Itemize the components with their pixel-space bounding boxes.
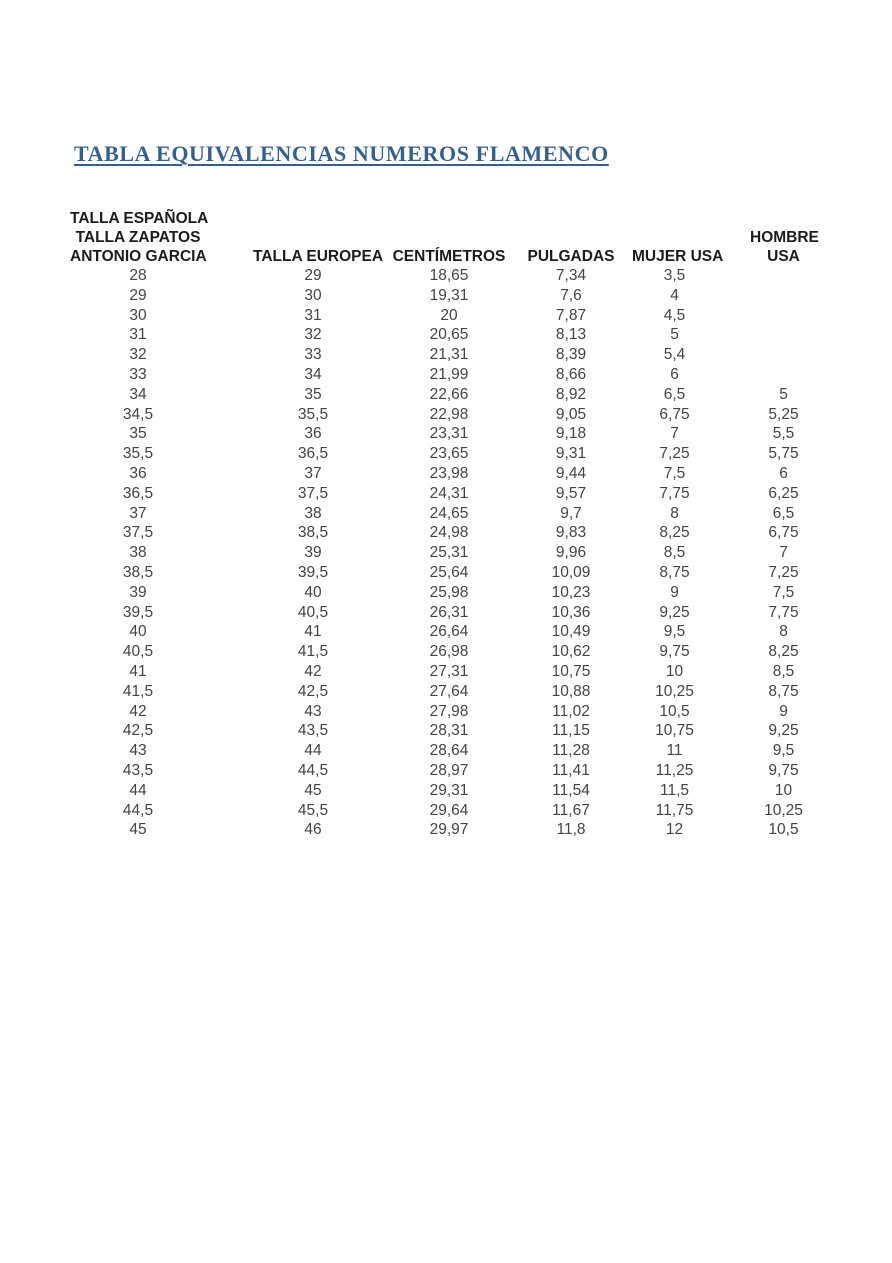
- table-cell: 20,65: [429, 326, 469, 344]
- table-cell: 35: [129, 425, 147, 443]
- table-cell: 36: [304, 425, 322, 443]
- table-cell: 24,65: [429, 504, 469, 522]
- table-cell: 28,31: [429, 722, 469, 740]
- table-cell: 8,66: [555, 365, 587, 383]
- table-cell: 9,75: [659, 643, 690, 661]
- table-cell: 5: [670, 326, 679, 344]
- table-cell: 41,5: [297, 643, 329, 661]
- table-cell: 9,31: [555, 445, 587, 463]
- table-cell: 28: [129, 267, 147, 284]
- table-cell: 44: [304, 742, 322, 760]
- table-cell: 26,98: [429, 643, 469, 661]
- table-cell: 11,28: [552, 742, 590, 760]
- table-cell: 21,31: [429, 346, 469, 364]
- table-cell: 9,25: [659, 603, 690, 621]
- table-row: [70, 365, 817, 385]
- table-cell: 33: [304, 346, 322, 364]
- table-cell: 22,66: [429, 385, 469, 403]
- table-cell: 8,39: [555, 346, 587, 364]
- table-cell: 45,5: [297, 801, 329, 819]
- table-cell: 8,5: [663, 544, 686, 562]
- table-cell: 8,92: [555, 385, 587, 403]
- table-row: [70, 523, 817, 543]
- table-cell: 6,25: [768, 484, 799, 502]
- table-cell: 5,25: [768, 405, 799, 423]
- table-cell: 8,13: [555, 326, 587, 344]
- table-row: [70, 820, 817, 840]
- table-cell: 10,62: [551, 643, 591, 661]
- table-cell: [750, 365, 817, 385]
- table-cell: 11: [666, 742, 683, 760]
- table-cell: 10: [774, 781, 793, 799]
- table-cell: 8: [779, 623, 788, 641]
- table-cell: 39,5: [297, 563, 329, 581]
- table-cell: 33: [129, 365, 147, 383]
- table-cell: 38,5: [122, 563, 154, 581]
- table-cell: 7,34: [555, 267, 587, 284]
- table-row: [70, 306, 817, 326]
- table-cell: 9: [779, 702, 788, 720]
- table-cell: 7,6: [560, 286, 582, 304]
- table-cell: 7,5: [772, 583, 795, 601]
- table-row: [70, 583, 817, 603]
- table-row: [70, 385, 817, 405]
- table-row: [70, 721, 817, 741]
- header-line: TALLA ESPAÑOLA: [70, 210, 209, 227]
- table-cell: 7,87: [555, 306, 587, 324]
- table-cell: 10: [665, 662, 684, 680]
- table-cell: 6,75: [659, 405, 690, 423]
- table-cell: 44: [129, 781, 147, 799]
- table-cell: 8,25: [768, 643, 799, 661]
- table-cell: 25,31: [429, 544, 469, 562]
- table-row: [70, 741, 817, 761]
- table-cell: 26,31: [429, 603, 469, 621]
- header-talla-europea: [253, 247, 384, 266]
- table-cell: 9,18: [555, 425, 587, 443]
- table-cell: 34: [129, 385, 147, 403]
- table-cell: 9,25: [768, 722, 799, 740]
- header-line: MUJER USA: [632, 248, 724, 265]
- table-cell: 7,75: [659, 484, 690, 502]
- table-cell: 24,31: [429, 484, 469, 502]
- table-row: [70, 266, 817, 286]
- table-cell: 7,75: [768, 603, 799, 621]
- table-cell: 6,5: [663, 385, 686, 403]
- table-cell: 39: [129, 583, 147, 601]
- table-cell: 10,5: [768, 821, 799, 839]
- table-cell: 9,75: [768, 761, 799, 779]
- table-cell: 8,75: [768, 682, 799, 700]
- table-row: [70, 345, 817, 365]
- table-body: [70, 266, 817, 840]
- table-cell: 8,5: [772, 662, 795, 680]
- table-header-row: [70, 209, 817, 266]
- table-cell: 35,5: [122, 445, 154, 463]
- table-row: [70, 682, 817, 702]
- table-cell: 36,5: [122, 484, 154, 502]
- table-cell: 11,5: [659, 781, 690, 799]
- table-cell: 10,75: [551, 662, 591, 680]
- table-cell: 26,64: [429, 623, 469, 641]
- table-cell: 34: [304, 365, 322, 383]
- table-cell: 25,98: [429, 583, 469, 601]
- table-cell: 29,97: [429, 821, 469, 839]
- header-line: TALLA ZAPATOS: [75, 229, 201, 246]
- table-row: [70, 702, 817, 722]
- table-cell: 41: [129, 662, 147, 680]
- table-cell: 37,5: [297, 484, 329, 502]
- table-cell: 35: [304, 385, 322, 403]
- table-cell: 42: [304, 662, 322, 680]
- table-cell: 38: [129, 544, 147, 562]
- table-row: [70, 622, 817, 642]
- table-cell: 10,88: [551, 682, 591, 700]
- table-cell: 8,75: [659, 563, 690, 581]
- header-line: PULGADAS: [527, 248, 615, 265]
- page-title: TABLA EQUIVALENCIAS NUMEROS FLAMENCO: [74, 141, 609, 166]
- table-cell: 36: [129, 464, 147, 482]
- table-cell: 25,64: [429, 563, 469, 581]
- table-cell: 10,49: [551, 623, 591, 641]
- table-cell: 39: [304, 544, 322, 562]
- table-cell: 19,31: [429, 286, 469, 304]
- table-cell: 42: [129, 702, 147, 720]
- table-cell: 6: [670, 365, 679, 383]
- table-cell: 9: [670, 583, 679, 601]
- table-row: [70, 781, 817, 801]
- table-cell: 43,5: [297, 722, 329, 740]
- table-cell: 7,25: [659, 445, 690, 463]
- table-cell: 31: [129, 326, 147, 344]
- table-cell: 40,5: [122, 643, 154, 661]
- table-cell: 29: [129, 286, 147, 304]
- table-row: [70, 325, 817, 345]
- table-cell: 6: [779, 464, 788, 482]
- table-cell: 11,25: [655, 761, 694, 779]
- table-cell: 34,5: [122, 405, 154, 423]
- table-cell: 9,5: [663, 623, 686, 641]
- table-cell: 9,44: [555, 464, 587, 482]
- table-cell: 20: [440, 306, 458, 324]
- header-talla-espanola: [70, 209, 209, 266]
- table-row: [70, 761, 817, 781]
- table-cell: 5: [779, 385, 788, 403]
- table-cell: 7,25: [768, 563, 799, 581]
- header-hombre-usa: [750, 228, 817, 266]
- table-cell: 41: [304, 623, 322, 641]
- header-line: ANTONIO GARCIA: [70, 248, 207, 265]
- table-cell: 4: [670, 286, 679, 304]
- table-row: [70, 563, 817, 583]
- table-cell: 11,8: [556, 821, 586, 839]
- header-line: HOMBRE: [750, 229, 819, 246]
- table-row: [70, 484, 817, 504]
- table-cell: 45: [129, 821, 147, 839]
- table-cell: 29: [304, 267, 322, 284]
- table-cell: 10,36: [551, 603, 591, 621]
- header-mujer-usa: [632, 247, 724, 266]
- table-cell: 23,65: [429, 445, 469, 463]
- table-cell: 38,5: [297, 524, 329, 542]
- header-line: TALLA EUROPEA: [253, 248, 384, 265]
- table-cell: 37: [129, 504, 147, 522]
- table-row: [70, 504, 817, 524]
- table-cell: 36,5: [297, 445, 329, 463]
- table-cell: 23,31: [429, 425, 469, 443]
- table-cell: 11,41: [552, 761, 590, 779]
- table-cell: 28,97: [429, 761, 469, 779]
- table-cell: 9,96: [555, 544, 587, 562]
- table-cell: 3,5: [663, 267, 686, 284]
- table-cell: 24,98: [429, 524, 469, 542]
- table-cell: 10,23: [551, 583, 591, 601]
- table-cell: 10,25: [764, 801, 803, 819]
- table-cell: 5,5: [772, 425, 795, 443]
- table-cell: 11,67: [552, 801, 590, 819]
- table-cell: 35,5: [297, 405, 329, 423]
- header-line: CENTÍMETROS: [392, 248, 506, 265]
- table-cell: 11,75: [655, 801, 694, 819]
- table-cell: 6,75: [768, 524, 799, 542]
- table-row: [70, 286, 817, 306]
- table-cell: 22,98: [429, 405, 469, 423]
- size-equivalence-table: [70, 209, 817, 840]
- table-row: [70, 662, 817, 682]
- table-cell: 5,75: [768, 445, 799, 463]
- table-cell: 7: [670, 425, 679, 443]
- table-cell: 27,98: [429, 702, 469, 720]
- table-cell: 9,05: [555, 405, 587, 423]
- table-cell: 11,15: [552, 722, 590, 740]
- header-line: USA: [767, 248, 800, 265]
- table-cell: 32: [129, 346, 147, 364]
- table-cell: 9,83: [555, 524, 587, 542]
- table-cell: 9,7: [560, 504, 582, 522]
- table-cell: 5,4: [663, 346, 686, 364]
- table-cell: 43: [304, 702, 322, 720]
- table-row: [70, 603, 817, 623]
- table-cell: 9,5: [772, 742, 795, 760]
- table-cell: 23,98: [429, 464, 469, 482]
- table-cell: 10,25: [655, 682, 694, 700]
- table-cell: 45: [304, 781, 322, 799]
- table-cell: 27,64: [429, 682, 469, 700]
- table-cell: 42,5: [122, 722, 154, 740]
- table-cell: [750, 325, 817, 345]
- table-cell: 21,99: [429, 365, 469, 383]
- table-cell: 44,5: [297, 761, 329, 779]
- table-cell: 39,5: [122, 603, 154, 621]
- table-cell: 4,5: [663, 306, 686, 324]
- table-cell: 41,5: [122, 682, 154, 700]
- table-cell: 18,65: [429, 267, 469, 284]
- table-cell: 10,09: [551, 563, 591, 581]
- table-row: [70, 464, 817, 484]
- table-row: [70, 642, 817, 662]
- table-cell: 12: [665, 821, 684, 839]
- table-cell: 38: [304, 504, 322, 522]
- table-row: [70, 801, 817, 821]
- table-cell: [750, 345, 817, 365]
- table-row: [70, 405, 817, 425]
- table-cell: 31: [304, 306, 322, 324]
- table-cell: 27,31: [429, 662, 469, 680]
- table-cell: 8,25: [659, 524, 690, 542]
- table-cell: 44,5: [122, 801, 154, 819]
- table-cell: 10,75: [655, 722, 694, 740]
- table-cell: 29,31: [429, 781, 469, 799]
- header-pulgadas: [527, 247, 615, 266]
- table-cell: 6,5: [772, 504, 795, 522]
- table-cell: 30: [304, 286, 322, 304]
- table-cell: 30: [129, 306, 147, 324]
- table-cell: 42,5: [297, 682, 329, 700]
- table-cell: 32: [304, 326, 322, 344]
- table-cell: 40: [304, 583, 322, 601]
- table-cell: 43,5: [122, 761, 154, 779]
- header-centimetros: [390, 247, 508, 266]
- table-row: [70, 424, 817, 444]
- table-cell: 37: [304, 464, 322, 482]
- table-cell: 46: [304, 821, 322, 839]
- table-cell: 43: [129, 742, 147, 760]
- table-cell: 7,5: [663, 464, 686, 482]
- table-cell: 40: [129, 623, 147, 641]
- table-cell: [750, 306, 817, 326]
- table-cell: 28,64: [429, 742, 469, 760]
- table-cell: 7: [779, 544, 788, 562]
- table-cell: 9,57: [555, 484, 587, 502]
- table-cell: 29,64: [429, 801, 469, 819]
- table-cell: 8: [670, 504, 679, 522]
- table-cell: 10,5: [659, 702, 690, 720]
- table-cell: 37,5: [122, 524, 154, 542]
- table-cell: [750, 266, 817, 286]
- table-cell: 40,5: [297, 603, 329, 621]
- table-cell: 11,54: [552, 781, 590, 799]
- table-cell: [750, 286, 817, 306]
- table-row: [70, 543, 817, 563]
- table-row: [70, 444, 817, 464]
- table-cell: 11,02: [552, 702, 590, 720]
